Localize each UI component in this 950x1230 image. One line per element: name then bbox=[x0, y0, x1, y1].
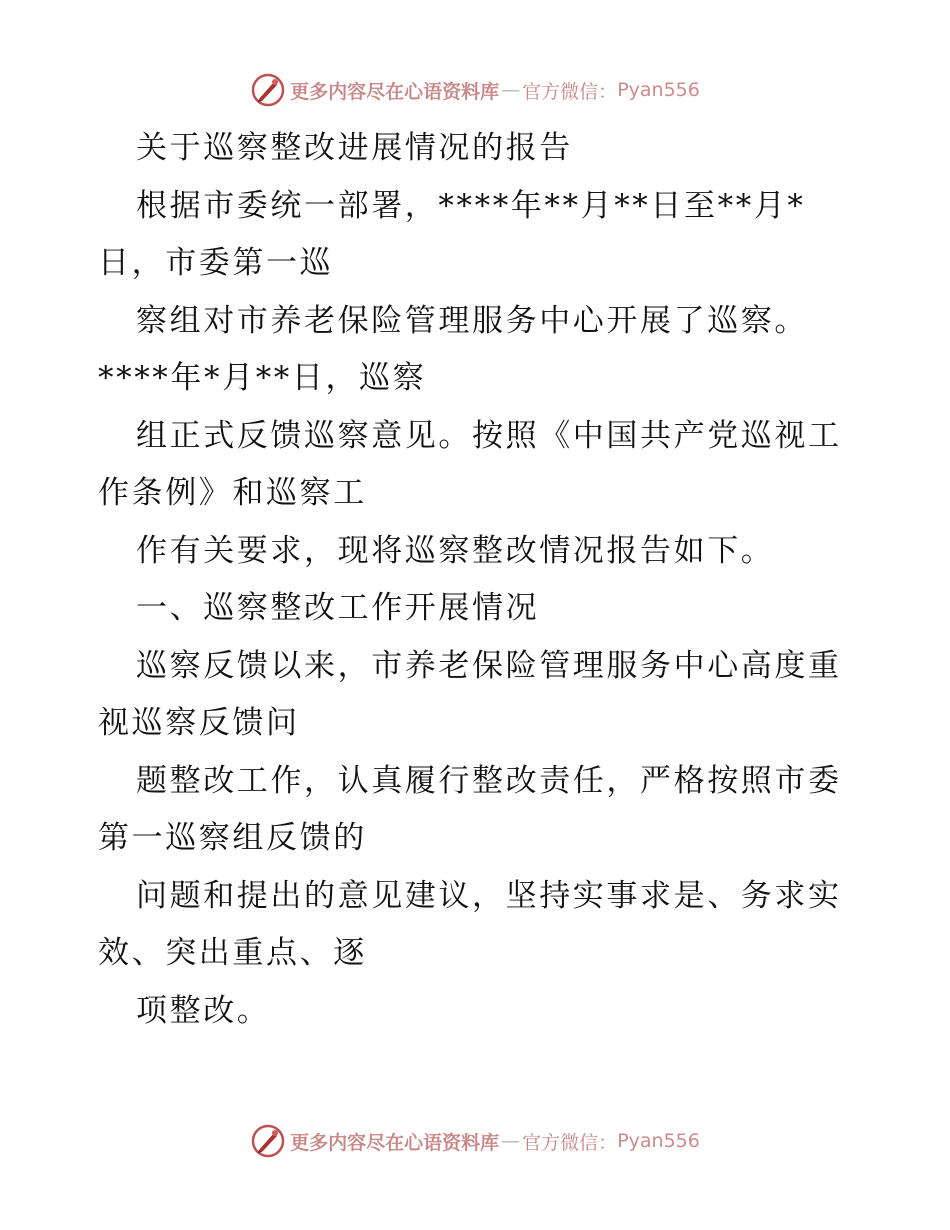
text-line: 项整改。 bbox=[136, 992, 271, 1029]
pen-logo-icon bbox=[250, 1123, 286, 1159]
text-line: 视巡察反馈问 bbox=[98, 705, 300, 741]
section-heading: 一、巡察整改工作开展情况 bbox=[136, 590, 540, 626]
watermark-wechat-id: Pyan556 bbox=[617, 79, 700, 101]
header-watermark bbox=[0, 72, 950, 108]
text-line: 巡察反馈以来，市养老保险管理服务中心高度重 bbox=[136, 647, 842, 684]
text-line: 效、突出重点、逐 bbox=[98, 935, 367, 971]
text-line: 作条例》和巡察工 bbox=[98, 475, 367, 511]
text-line: 根据市委统一部署，****年**月**日至**月* bbox=[136, 187, 806, 224]
watermark-wechat-label: 官方微信： bbox=[522, 80, 618, 103]
watermark-main-text: 更多内容尽在心语资料库 bbox=[290, 80, 500, 103]
watermark-dash: — bbox=[501, 1130, 521, 1152]
text-line: 第一巡察组反馈的 bbox=[98, 820, 367, 856]
text-line: 问题和提出的意见建议，坚持实事求是、务求实 bbox=[136, 877, 842, 914]
document-title: 关于巡察整改进展情况的报告 bbox=[136, 130, 573, 166]
text-line: 作有关要求，现将巡察整改情况报告如下。 bbox=[136, 532, 775, 569]
text-line: ****年*月**日，巡察 bbox=[98, 360, 427, 396]
text-line: 题整改工作，认真履行整改责任，严格按照市委 bbox=[136, 762, 842, 799]
watermark-wechat-label: 官方微信： bbox=[522, 1131, 618, 1154]
document-body bbox=[98, 120, 858, 1040]
watermark-dash: — bbox=[501, 79, 521, 101]
footer-watermark bbox=[0, 1123, 950, 1159]
watermark-wechat-id: Pyan556 bbox=[617, 1130, 700, 1152]
text-line: 组正式反馈巡察意见。按照《中国共产党巡视工 bbox=[136, 417, 842, 454]
watermark-main-text: 更多内容尽在心语资料库 bbox=[290, 1131, 500, 1154]
pen-logo-icon bbox=[250, 72, 286, 108]
text-line: 察组对市养老保险管理服务中心开展了巡察。 bbox=[136, 302, 808, 339]
text-line: 日，市委第一巡 bbox=[98, 245, 334, 281]
